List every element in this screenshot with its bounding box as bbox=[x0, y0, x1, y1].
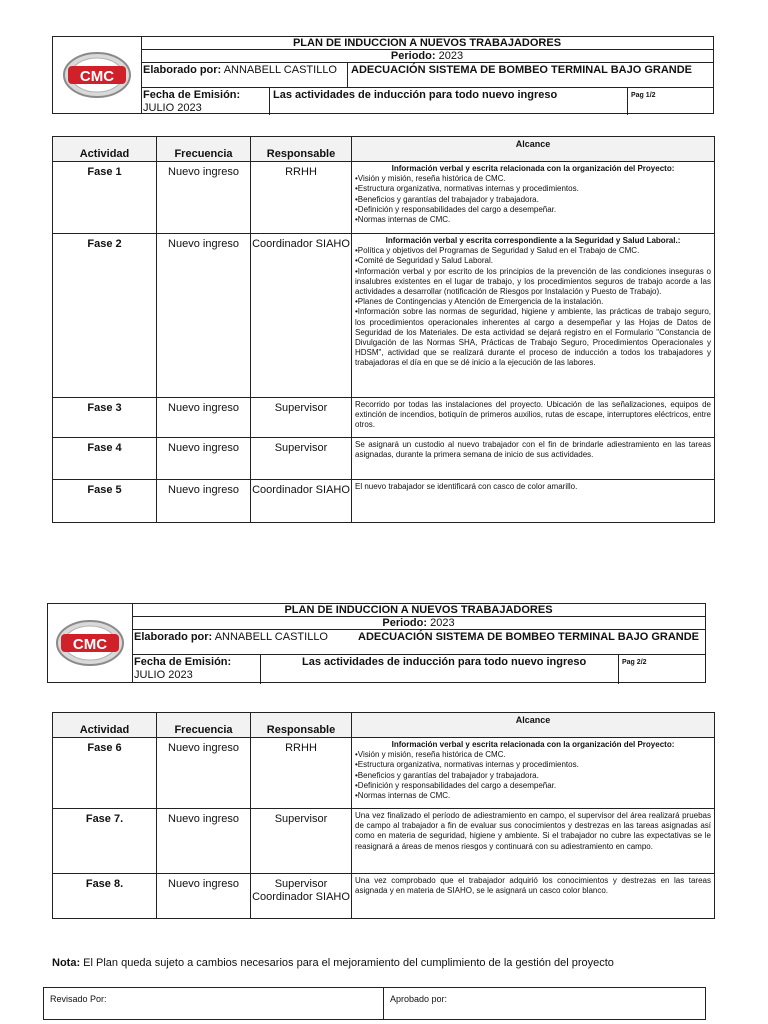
prepared-label: Elaborado por: bbox=[143, 64, 222, 76]
logo-text: CMC bbox=[72, 636, 108, 653]
scope-cell bbox=[352, 162, 715, 234]
table-row bbox=[53, 738, 715, 809]
cmc-logo-icon bbox=[62, 51, 132, 99]
responsible-cell: Supervisor bbox=[251, 438, 352, 480]
header-page-2 bbox=[47, 603, 706, 683]
prepared-value: ANNABELL CASTILLO bbox=[214, 631, 328, 643]
responsible-cell: Supervisor bbox=[251, 809, 352, 874]
responsible-cell: Supervisor bbox=[251, 398, 352, 438]
period-value: 2023 bbox=[438, 50, 464, 62]
frequency-cell: Nuevo ingreso bbox=[157, 162, 251, 234]
prepared-value: ANNABELL CASTILLO bbox=[223, 64, 337, 76]
prepared-row bbox=[132, 630, 705, 655]
scope-line: •Estructura organizativa, normativas internas y procedimientos. bbox=[355, 760, 579, 770]
plan-title: PLAN DE INDUCCION A NUEVOS TRABAJADORES bbox=[132, 604, 705, 617]
issue-row bbox=[132, 655, 705, 684]
table-header-row bbox=[53, 137, 715, 162]
col-frequency: Frecuencia bbox=[157, 713, 251, 738]
responsible-cell: Coordinador SIAHO bbox=[251, 480, 352, 523]
period-label: Periodo: bbox=[390, 50, 436, 62]
table-header-row bbox=[53, 713, 715, 738]
col-frequency: Frecuencia bbox=[157, 137, 251, 162]
scope-cell bbox=[352, 398, 715, 438]
frequency-cell: Nuevo ingreso bbox=[157, 738, 251, 809]
scope-line: •Visión y misión, reseña histórica de CMC. bbox=[355, 750, 506, 760]
prepared-row bbox=[141, 63, 713, 88]
project-name: ADECUACIÓN SISTEMA DE BOMBEO TERMINAL BAJO GRANDE bbox=[358, 631, 700, 643]
col-responsible: Responsable bbox=[251, 713, 352, 738]
table-row bbox=[53, 398, 715, 438]
table-row bbox=[53, 809, 715, 874]
responsible-cell: Coordinador SIAHO bbox=[251, 234, 352, 398]
company-logo bbox=[48, 604, 133, 682]
issue-row bbox=[141, 88, 713, 115]
activities-table-page-2 bbox=[52, 712, 715, 919]
phase-cell: Fase 5 bbox=[53, 480, 157, 523]
phase-cell: Fase 2 bbox=[53, 234, 157, 398]
frequency-cell: Nuevo ingreso bbox=[157, 234, 251, 398]
phase-cell: Fase 4 bbox=[53, 438, 157, 480]
scope-cell bbox=[352, 438, 715, 480]
approved-by-label: Aprobado por: bbox=[390, 994, 448, 1004]
frequency-cell: Nuevo ingreso bbox=[157, 874, 251, 919]
note-text: El Plan queda sujeto a cambios necesarios para el mejoramiento del cumplimiento de la gestión del proyecto bbox=[83, 957, 614, 969]
frequency-cell: Nuevo ingreso bbox=[157, 398, 251, 438]
project-name: ADECUACIÓN SISTEMA DE BOMBEO TERMINAL BAJO GRANDE bbox=[351, 64, 693, 76]
col-scope: Alcance bbox=[352, 713, 715, 738]
scope-line: •Normas internas de CMC. bbox=[355, 215, 451, 225]
period-row bbox=[132, 617, 705, 630]
issue-value: JULIO 2023 bbox=[134, 669, 193, 681]
signature-box bbox=[43, 987, 706, 1020]
plan-title: PLAN DE INDUCCION A NUEVOS TRABAJADORES bbox=[141, 37, 713, 50]
issue-value: JULIO 2023 bbox=[143, 102, 202, 114]
scope-heading: Información verbal y escrita relacionada con la organización del Proyecto: bbox=[391, 740, 675, 749]
responsible-cell: RRHH bbox=[251, 738, 352, 809]
scope-line: Recorrido por todas las instalaciones del proyecto. Ubicación de las señalizaciones, equipos de extinción de incendios, botiquín de primeros auxilios, rutas de escape, interruptores eléctricos, entre otros. bbox=[355, 400, 711, 430]
scope-note: Las actividades de inducción para todo nuevo ingreso bbox=[273, 89, 558, 101]
scope-cell bbox=[352, 480, 715, 523]
scope-note: Las actividades de inducción para todo nuevo ingreso bbox=[302, 656, 587, 668]
scope-line: •Política y objetivos del Programas de Seguridad y Salud en el Trabajo de CMC. bbox=[355, 246, 640, 256]
scope-cell bbox=[352, 874, 715, 919]
scope-heading: Información verbal y escrita relacionada con la organización del Proyecto: bbox=[391, 164, 675, 173]
plan-note bbox=[52, 957, 732, 969]
table-row bbox=[53, 234, 715, 398]
company-logo bbox=[53, 37, 142, 113]
period-row bbox=[141, 50, 713, 63]
phase-cell: Fase 1 bbox=[53, 162, 157, 234]
scope-line: •Definición y responsabilidades del cargo a desempeñar. bbox=[355, 780, 557, 790]
frequency-cell: Nuevo ingreso bbox=[157, 809, 251, 874]
scope-line: •Beneficios y garantías del trabajador y trabajadora. bbox=[355, 770, 539, 780]
scope-line: •Estructura organizativa, normativas internas y procedimientos. bbox=[355, 184, 579, 194]
logo-text: CMC bbox=[79, 68, 115, 85]
scope-line: Una vez finalizado el período de adiestramiento en campo, el supervisor del área realizará pruebas de campo al trabajador a fin de evaluar sus conocimientos y destrezas en las tareas asignadas así como en materia de seguridad, higiene y ambiente. Si el trabajador no cubre las expectativas se le reasignará a áreas de menos riesgos y continuará con su adiestramiento en campo. bbox=[355, 811, 711, 851]
scope-line: •Comité de Seguridad y Salud Laboral. bbox=[355, 256, 493, 266]
table-row bbox=[53, 480, 715, 523]
scope-line: •Información verbal y por escrito de los principios de la prevención de las condiciones inseguras o insalubres existentes en el lugar de trabajo, y los procedimientos seguros de trabajo acorde a las actividades a desarrollar (notificación de Riesgos por Instalación y Puesto de Trabajo). bbox=[355, 266, 711, 297]
activities-table-page-1 bbox=[52, 136, 715, 523]
scope-line: •Normas internas de CMC. bbox=[355, 791, 451, 801]
note-label: Nota: bbox=[52, 957, 81, 969]
issue-label: Fecha de Emisión: bbox=[134, 656, 232, 668]
scope-line: Una vez comprobado que el trabajador adquirió los conocimientos y destrezas en las tareas asignada y en materia de SIAHO, se le asignará un casco color blanco. bbox=[355, 876, 711, 896]
period-value: 2023 bbox=[430, 617, 455, 629]
period-label: Periodo: bbox=[382, 617, 428, 629]
scope-heading: Información verbal y escrita correspondiente a la Seguridad y Salud Laboral.: bbox=[385, 236, 681, 245]
phase-cell: Fase 6 bbox=[53, 738, 157, 809]
scope-line: •Visión y misión, reseña histórica de CMC. bbox=[355, 174, 506, 184]
scope-line: Se asignará un custodio al nuevo trabajador con el fin de brindarle adiestramiento en las tareas asignadas, durante la primera semana de inicio de sus actividades. bbox=[355, 440, 711, 460]
reviewed-by-label: Revisado Por: bbox=[50, 994, 107, 1004]
scope-line: •Definición y responsabilidades del cargo a desempeñar. bbox=[355, 204, 557, 214]
frequency-cell: Nuevo ingreso bbox=[157, 480, 251, 523]
scope-cell bbox=[352, 234, 715, 398]
scope-line: El nuevo trabajador se identificará con casco de color amarillo. bbox=[355, 482, 578, 491]
scope-line: •Planes de Contingencias y Atención de Emergencia de la instalación. bbox=[355, 297, 604, 307]
frequency-cell: Nuevo ingreso bbox=[157, 438, 251, 480]
phase-cell: Fase 3 bbox=[53, 398, 157, 438]
table-row bbox=[53, 162, 715, 234]
col-responsible: Responsable bbox=[251, 137, 352, 162]
responsible-cell: RRHH bbox=[251, 162, 352, 234]
responsible-cell: Supervisor Coordinador SIAHO bbox=[251, 874, 352, 919]
scope-line: •Información sobre las normas de seguridad, higiene y ambiente, las prácticas de trabajo seguro, los procedimientos operacionales inherentes al cargo a desempeñar y las Hojas de Datos de Seguridad de los Materiales. De esta actividad se dejará registro en el Formulario "Constancia de Divulgación de las Normas SHA, Prácticas de Trabajo Seguro, Procedimientos Operacionales y HDSM", actividad que se realizará durante el proceso de inducción a todos los trabajadores y trabajadoras el día en que se dé inicio a la ejecución de las labores. bbox=[355, 307, 711, 368]
issue-label: Fecha de Emisión: bbox=[143, 89, 241, 101]
phase-cell: Fase 8. bbox=[53, 874, 157, 919]
col-activity: Actividad bbox=[53, 137, 157, 162]
table-row bbox=[53, 438, 715, 480]
table-row bbox=[53, 874, 715, 919]
prepared-label: Elaborado por: bbox=[134, 631, 213, 643]
cmc-logo-icon bbox=[55, 619, 125, 667]
scope-line: •Beneficios y garantías del trabajador y trabajadora. bbox=[355, 194, 539, 204]
page-number: Pag 1/2 bbox=[631, 92, 656, 99]
scope-cell bbox=[352, 738, 715, 809]
col-activity: Actividad bbox=[53, 713, 157, 738]
scope-cell bbox=[352, 809, 715, 874]
page-number: Pag 2/2 bbox=[622, 659, 647, 666]
phase-cell: Fase 7. bbox=[53, 809, 157, 874]
col-scope: Alcance bbox=[352, 137, 715, 162]
header-page-1 bbox=[52, 36, 714, 114]
